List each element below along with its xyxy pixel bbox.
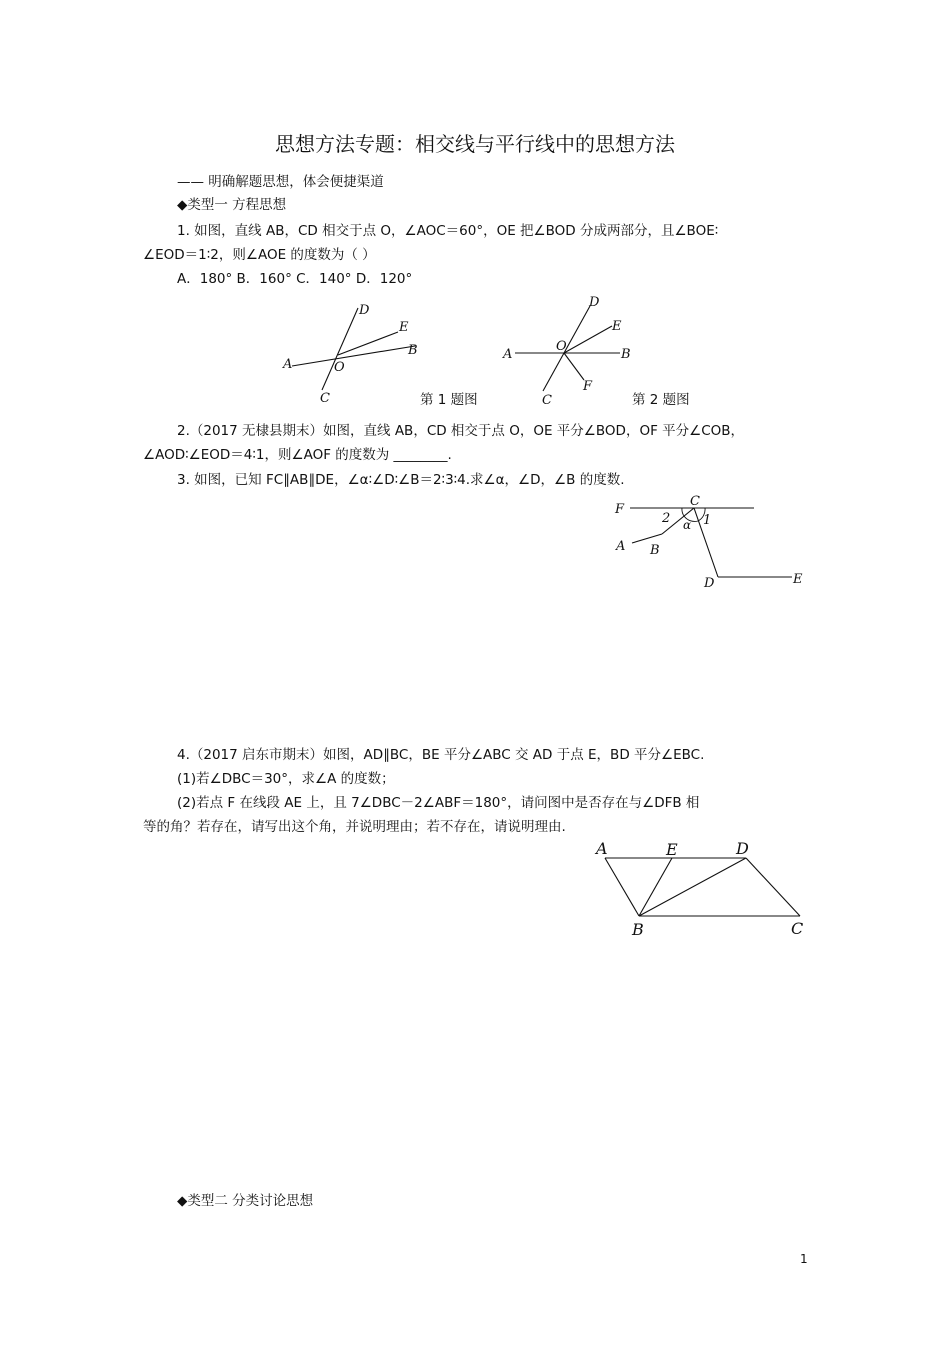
question-2-line-2: ∠AOD∶∠EOD＝4∶1，则∠AOF 的度数为 ________.	[143, 447, 452, 463]
fig3-label-b: B	[650, 543, 660, 558]
question-4-sub-1: (1)若∠DBC＝30°，求∠A 的度数；	[177, 771, 395, 787]
fig1-label-c: C	[320, 391, 330, 406]
question-2-line-1: 2.（2017 无棣县期末）如图，直线 AB，CD 相交于点 O，OE 平分∠BOD，OF 平分∠COB，	[177, 423, 745, 439]
fig3-label-d: D	[704, 576, 715, 591]
fig4-label-a: A	[596, 839, 608, 858]
fig3-label-a: A	[616, 539, 626, 554]
question-4-sub-2-line-1: (2)若点 F 在线段 AE 上，且 7∠DBC－2∠ABF＝180°，请问图中是否存在与∠DFB 相	[177, 795, 700, 811]
fig3-label-alpha: α	[683, 518, 692, 532]
question-1-line-2: ∠EOD＝1∶2，则∠AOE 的度数为（ ）	[143, 247, 376, 263]
fig2-label-d: D	[589, 295, 600, 310]
question-3-line-1: 3. 如图，已知 FC∥AB∥DE，∠α∶∠D∶∠B＝2∶3∶4.求∠α，∠D，∠B 的度数.	[177, 472, 625, 488]
angle-arc-2	[682, 508, 684, 516]
ray-of	[564, 353, 584, 380]
segment-ab	[605, 858, 639, 916]
question-3	[143, 468, 807, 492]
fig1-label-a: A	[283, 357, 293, 372]
fig2-label-e: E	[612, 319, 622, 334]
question-1	[143, 219, 807, 291]
fig2-label-b: B	[621, 347, 631, 362]
figure-4	[588, 836, 810, 942]
fig4-label-c: C	[791, 919, 804, 938]
fig2-label-c: C	[542, 393, 552, 408]
ray-oe	[338, 332, 398, 355]
fig1-label-b: B	[408, 343, 418, 358]
fig2-label-o: O	[556, 339, 567, 354]
question-2	[143, 419, 807, 467]
section-heading-type-two: ◆类型二 分类讨论思想	[177, 1193, 314, 1209]
fig2-label-a: A	[503, 347, 513, 362]
page-title: 思想方法专题：相交线与平行线中的思想方法	[275, 132, 675, 156]
figure-3	[612, 492, 812, 592]
fig4-label-e: E	[666, 840, 678, 859]
segment-ab	[632, 534, 662, 543]
fig4-label-d: D	[736, 839, 749, 858]
question-1-options: A．180° B．160° C．140° D．120°	[177, 271, 413, 287]
question-4-line-1: 4.（2017 启东市期末）如图，AD∥BC，BE 平分∠ABC 交 AD 于点 E，BD 平分∠EBC.	[177, 747, 705, 763]
figure-2	[500, 292, 640, 408]
fig3-label-angle-2: 2	[662, 511, 671, 526]
fig1-label-o: O	[334, 360, 345, 375]
question-1-line-1: 1. 如图，直线 AB，CD 相交于点 O，∠AOC＝60°，OE 把∠BOD 分成两部分，且∠BOE∶	[177, 223, 719, 239]
fig3-label-e: E	[793, 572, 803, 587]
segment-dc	[746, 858, 800, 916]
page-number: 1	[800, 1252, 808, 1266]
fig1-label-e: E	[399, 320, 409, 335]
section-heading-type-one: ◆类型一 方程思想	[177, 197, 287, 213]
fig3-label-c: C	[690, 494, 700, 509]
fig1-label-d: D	[359, 303, 370, 318]
figure-1	[280, 298, 420, 406]
figure-1-caption: 第 1 题图	[420, 392, 478, 408]
fig3-label-angle-1: 1	[703, 513, 712, 528]
fig3-label-f: F	[615, 502, 625, 517]
subtitle: —— 明确解题思想，体会便捷渠道	[177, 174, 384, 190]
fig2-label-f: F	[583, 379, 593, 394]
question-4-sub-2-line-2: 等的角？若存在，请写出这个角，并说明理由；若不存在，请说明理由.	[143, 819, 566, 835]
fig4-label-b: B	[632, 920, 644, 939]
question-4	[143, 743, 807, 839]
figure-2-caption: 第 2 题图	[632, 392, 690, 408]
